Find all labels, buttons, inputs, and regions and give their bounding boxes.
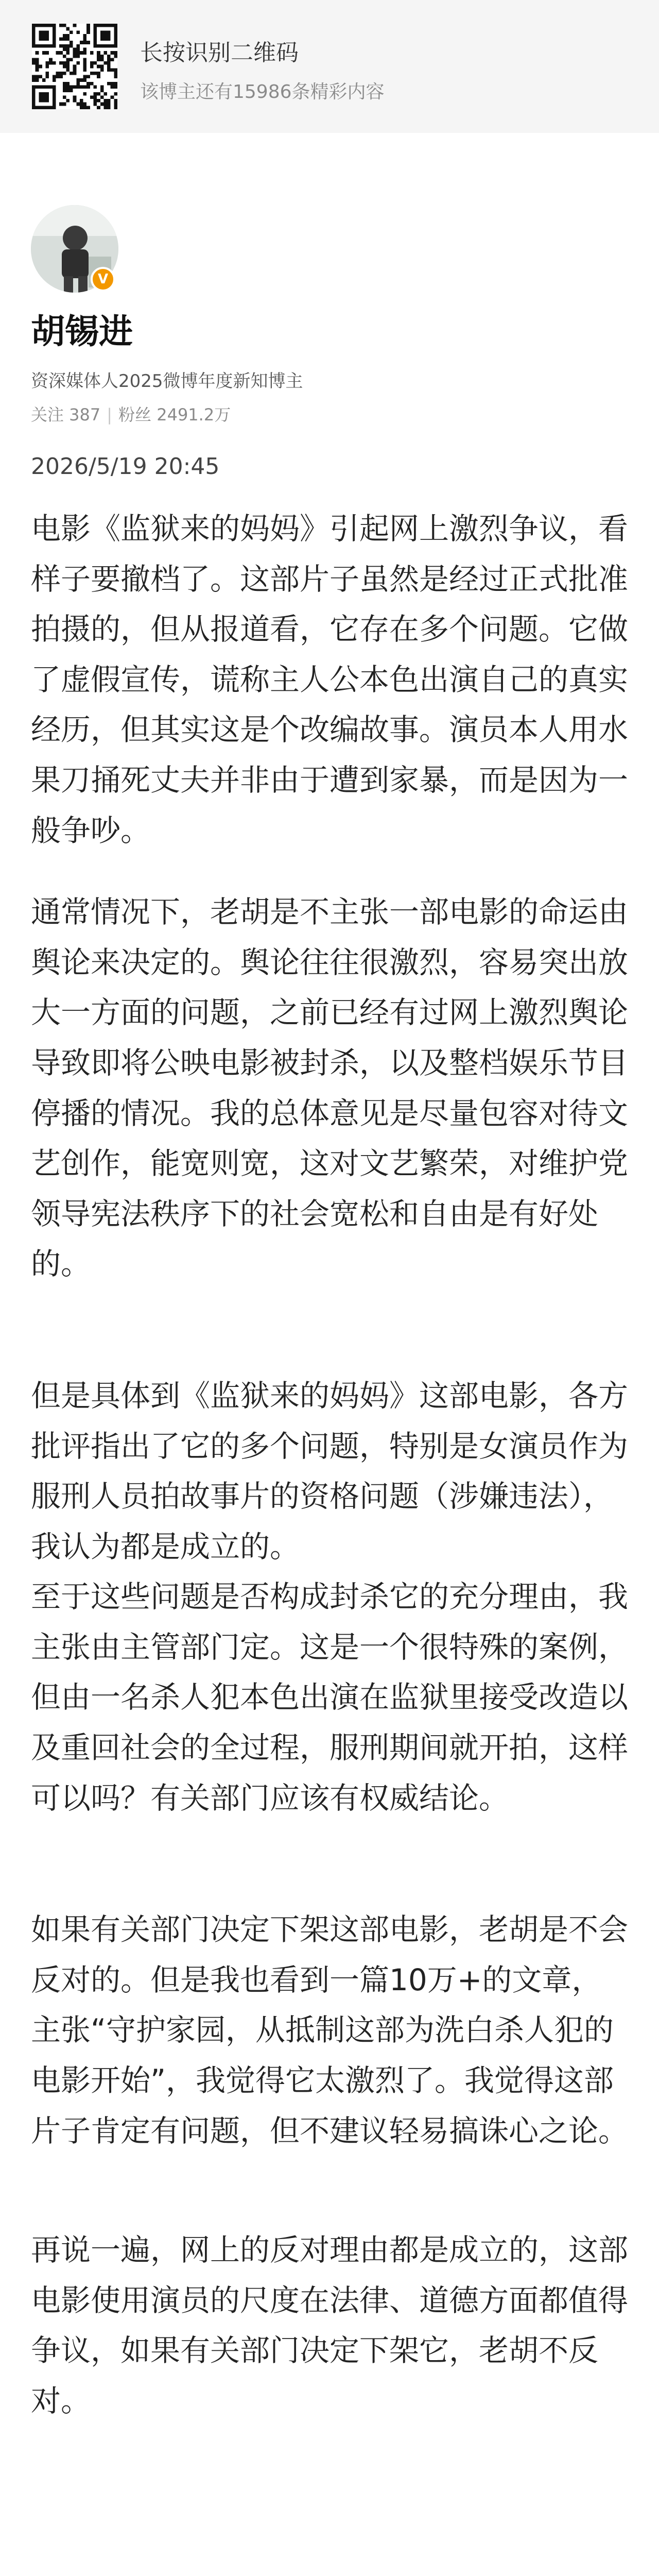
avatar-container[interactable] — [31, 205, 118, 293]
top-banner-subtitle: 该博主还有15986条精彩内容 — [140, 81, 385, 103]
followers-count[interactable]: 粉丝 2491.2万 — [118, 405, 231, 425]
user-stats — [31, 402, 231, 426]
post-paragraph-3: 但是具体到《监狱来的妈妈》这部电影，各方批评指出了它的多个问题，特别是女演员作为服刑人员拍故事片的资格问题（涉嫌违法），我认为都是成立的。 — [31, 1378, 629, 1564]
post-paragraph-1: 电影《监狱来的妈妈》引起网上激烈争议，看样子要撤档了。这部片子虽然是经过正式批准拍摄的，但从报道看，它存在多个问题。它做了虚假宣传，谎称主人公本色出演自己的真实经历，但其实这是个改编故事。演员本人用水果刀捅死丈夫并非由于遭到家暴，而是因为一般争吵。 — [31, 511, 629, 848]
post-paragraph-2: 通常情况下，老胡是不主张一部电影的命运由舆论来决定的。舆论往往很激烈，容易突出放大一方面的问题，之前已经有过网上激烈舆论导致即将公映电影被封杀，以及整档娱乐节目停播的情况。我的总体意见是尽量包容对待文艺创作，能宽则宽，这对文艺繁荣，对维护党领导宪法秩序下的社会宽松和自由是有好处的。 — [31, 894, 629, 1282]
verified-badge-icon: V — [91, 267, 115, 292]
post-date: 2026/5/19 20:45 — [31, 453, 220, 480]
stats-divider: | — [107, 405, 113, 425]
post-paragraph-6: 再说一遍，网上的反对理由都是成立的，这部电影使用演员的尺度在法律、道德方面都值得争议，如果有关部门决定下架它，老胡不反对。 — [31, 2232, 629, 2418]
user-name[interactable]: 胡锡进 — [31, 312, 133, 351]
post-content — [31, 504, 630, 2427]
following-count[interactable]: 关注 387 — [31, 405, 101, 425]
user-title: 资深媒体人2025微博年度新知博主 — [31, 371, 303, 392]
top-qr-banner — [0, 0, 659, 133]
post-paragraph-5: 如果有关部门决定下架这部电影，老胡是不会反对的。但是我也看到一篇10万+的文章，主张“守护家园，从抵制这部为洗白杀人犯的电影开始”，我觉得它太激烈了。我觉得这部片子肯定有问题，但不建议轻易搞诛心之论。 — [31, 1912, 629, 2148]
top-banner-title: 长按识别二维码 — [140, 40, 299, 66]
top-qr-code[interactable] — [32, 24, 117, 109]
post-paragraph-4: 至于这些问题是否构成封杀它的充分理由，我主张由主管部门定。这是一个很特殊的案例，但由一名杀人犯本色出演在监狱里接受改造以及重回社会的全过程，服刑期间就开拍，这样可以吗？有关部门应该有权威结论。 — [31, 1579, 629, 1816]
